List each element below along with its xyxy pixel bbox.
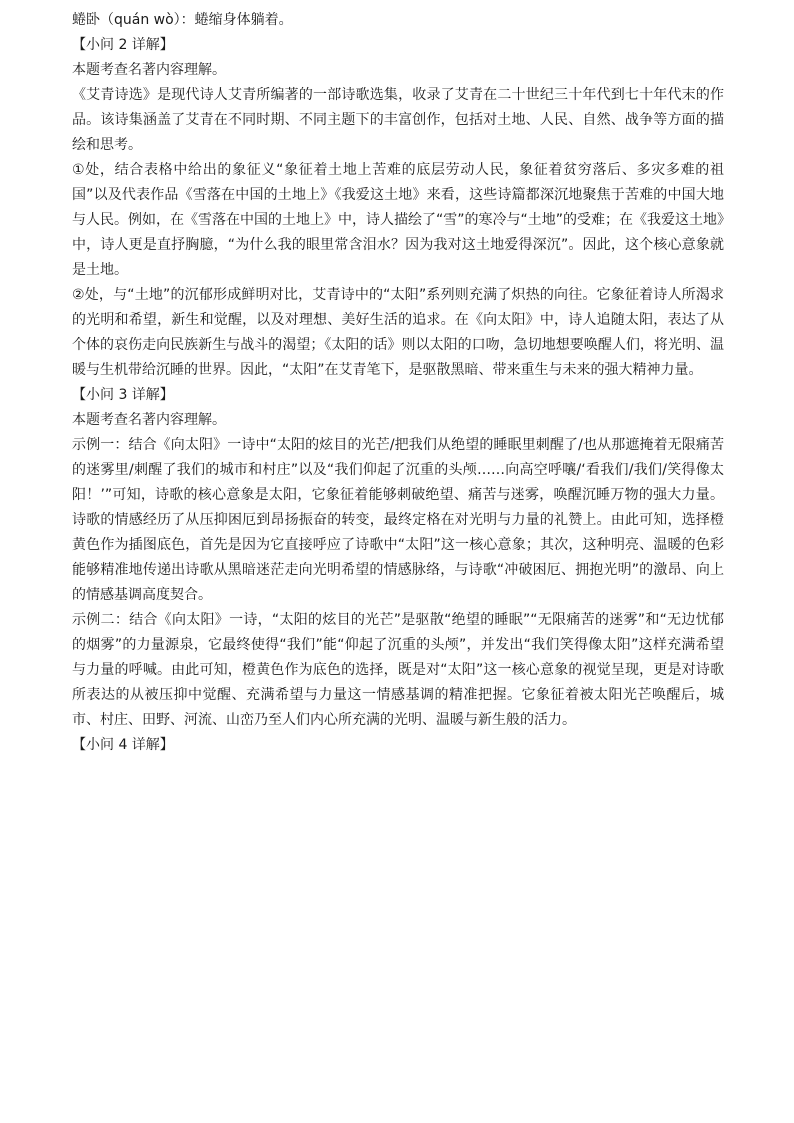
question-intro: 本题考查名著内容理解。 xyxy=(72,62,226,78)
example-answer-2: 示例二：结合《向太阳》一诗，“太阳的炫目的光芒”是驱散“绝望的睡眠”“无限痛苦的迷雾”和“无边忧郁的烟雾”的力量源泉，它最终使得“我们”能“仰起了沉重的头颅”，并发出“我们笑得像太阳”这样充满希望与力量的呼喊。由此可知，橙黄色作为底色的选择，既是对“太阳”这一核心意象的视觉呈现，更是对诗歌所表达的从被压抑中觉醒、充满希望与力量这一情感基调的精准把握。它象征着被太阳光芒唤醒后，城市、村庄、田野、河流、山峦乃至人们内心所充满的光明、温暖与新生般的活力。 xyxy=(72,612,724,728)
term-annotation: 蜷卧（quán wò）：蜷缩身体躺着。 xyxy=(72,12,293,28)
example-answer-1: 示例一：结合《向太阳》一诗中“太阳的炫目的光芒/把我们从绝望的睡眠里刺醒了/也从那遮掩着无限痛苦的迷雾里/刺醒了我们的城市和村庄”以及“我们仰起了沉重的头颅……向高空呼嚷/‘看我们/我们/笑得像太阳！’”可知，诗歌的核心意象是太阳，它象征着能够刺破绝望、痛苦与迷雾，唤醒沉睡万物的强大力量。诗歌的情感经历了从压抑困厄到昂扬振奋的转变，最终定格在对光明与力量的礼赞上。由此可知，选择橙黄色作为插图底色，首先是因为它直接呼应了诗歌中“太阳”这一核心意象；其次，这种明亮、温暖的色彩能够精准地传递出诗歌从黑暗迷茫走向光明希望的情感脉络，与诗歌“冲破困厄、拥抱光明”的激昂、向上的情感基调高度契合。 xyxy=(72,437,724,603)
section-heading-q2: 【小问 2 详解】 xyxy=(72,37,174,53)
question-intro: 本题考查名著内容理解。 xyxy=(72,412,226,428)
answer-point-1: ①处，结合表格中给出的象征义“象征着土地上苦难的底层劳动人民，象征着贫穷落后、多灾多难的祖国”以及代表作品《雪落在中国的土地上》《我爱这土地》来看，这些诗篇都深沉地聚焦于苦难的中国大地与人民。例如，在《雪落在中国的土地上》中，诗人描绘了“雪”的寒冷与“土地”的受难；在《我爱这土地》中，诗人更是直抒胸臆，“为什么我的眼里常含泪水？因为我对这土地爱得深沉”。因此，这个核心意象就是土地。 xyxy=(72,162,725,278)
section-heading-q4: 【小问 4 详解】 xyxy=(72,737,174,753)
answer-point-2: ②处，与“土地”的沉郁形成鲜明对比，艾青诗中的“太阳”系列则充满了炽热的向往。它象征着诗人所渴求的光明和希望，新生和觉醒，以及对理想、美好生活的追求。在《向太阳》中，诗人追随太阳，表达了从个体的哀伤走向民族新生与战斗的渴望；《太阳的话》则以太阳的口吻，急切地想要唤醒人们，将光明、温暖与生机带给沉睡的世界。因此，“太阳”在艾青笔下，是驱散黑暗、带来重生与未来的强大精神力量。 xyxy=(72,287,724,378)
section-heading-q3: 【小问 3 详解】 xyxy=(72,387,174,403)
book-introduction: 《艾青诗选》是现代诗人艾青所编著的一部诗歌选集，收录了艾青在二十世纪三十年代到七十年代末的作品。该诗集涵盖了艾青在不同时期、不同主题下的丰富创作，包括对土地、人民、自然、战争等方面的描绘和思考。 xyxy=(72,87,724,153)
